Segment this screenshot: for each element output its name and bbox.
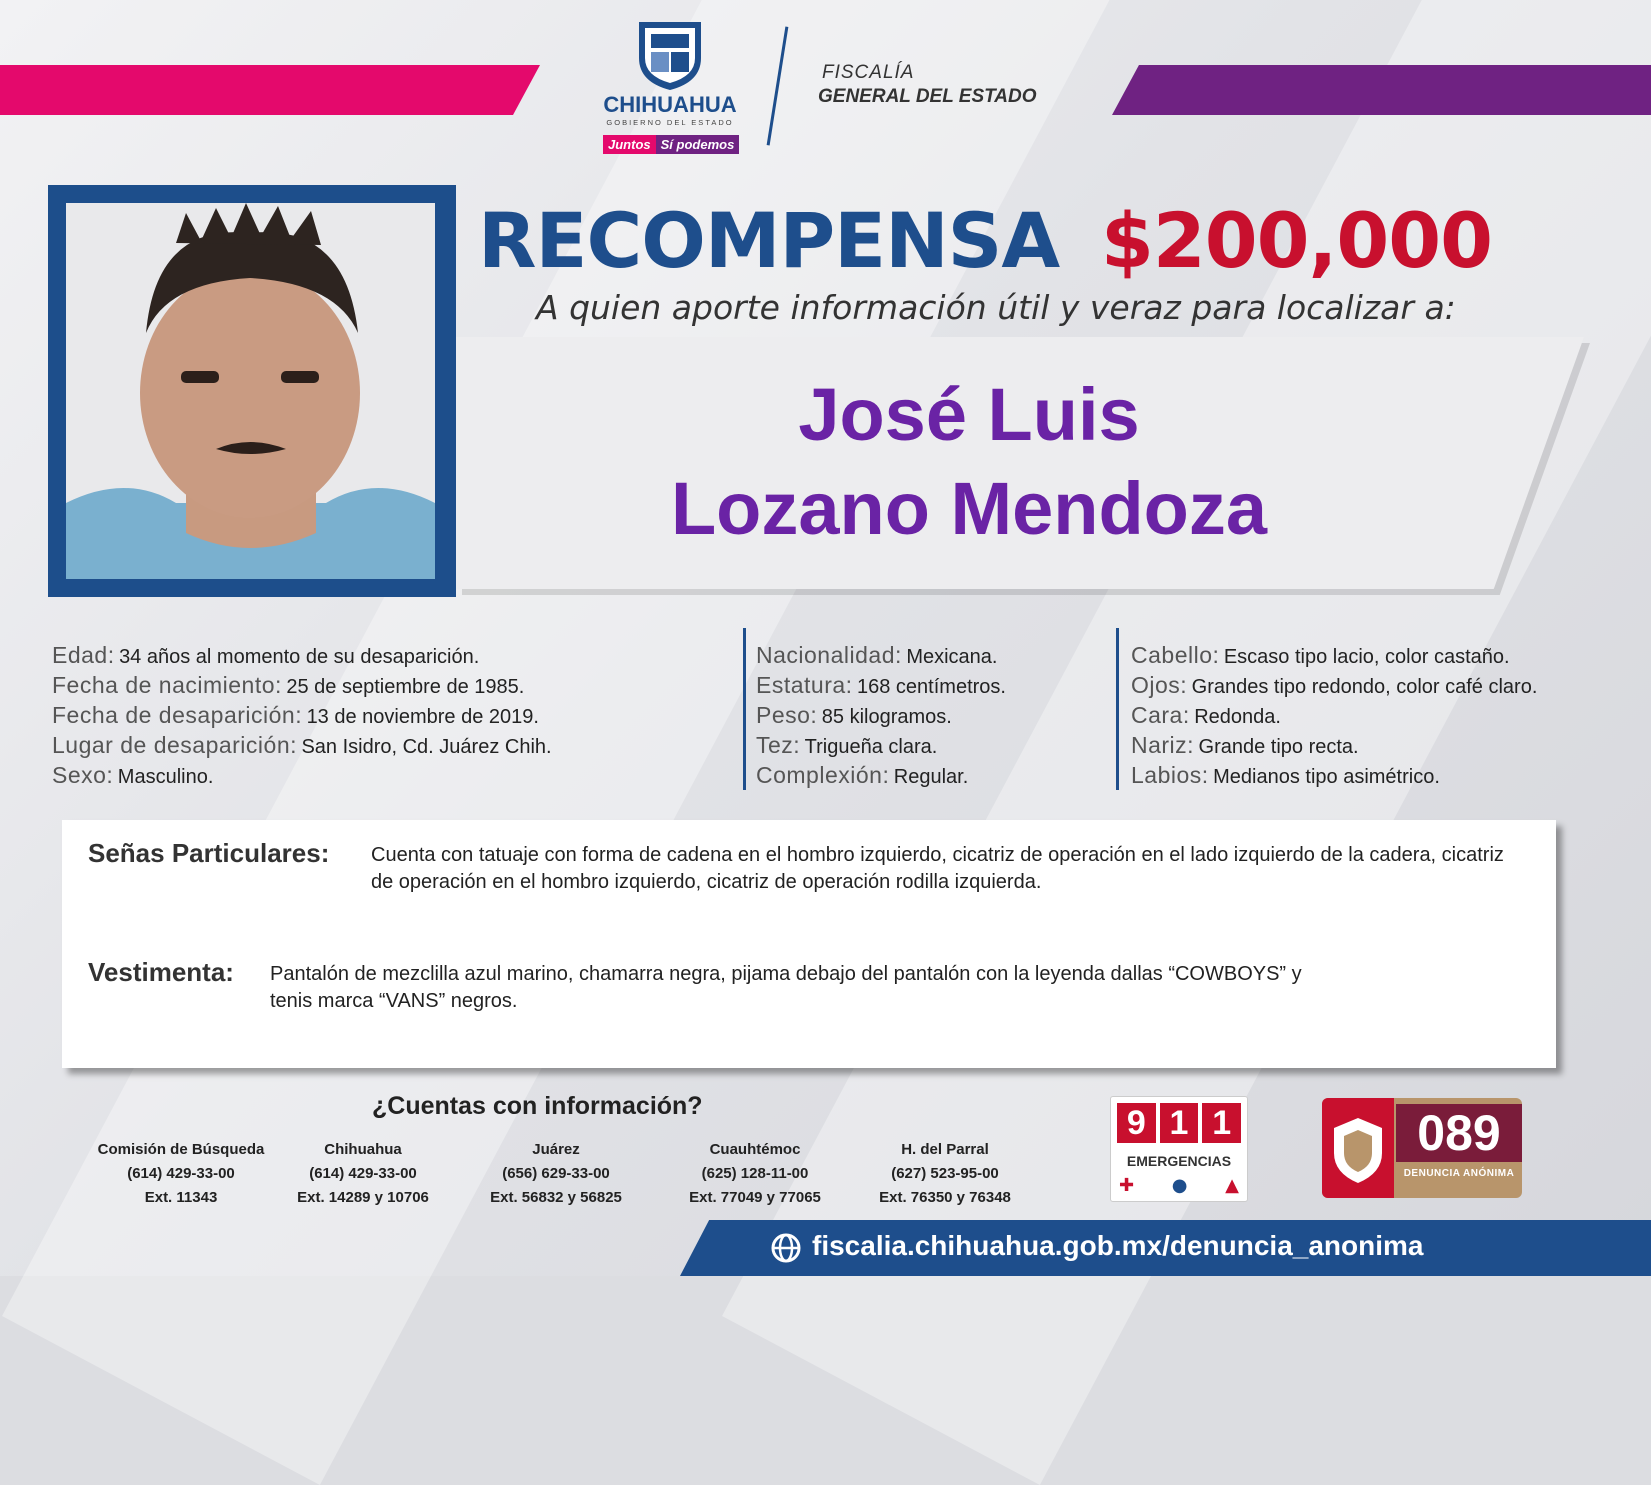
detail-key: Lugar de desaparición: [52,732,297,758]
slogan-part-1: Juntos [603,135,656,154]
detail-key: Fecha de desaparición: [52,702,303,728]
detail-row [52,760,552,790]
details-column-3 [1131,640,1537,790]
contact-phone[interactable]: (625) 128-11-00 [701,1165,809,1182]
detail-value: Grande tipo recta. [1198,736,1359,758]
contact-name: Cuauhtémoc [709,1141,801,1158]
distinguishing-marks-label: Señas Particulares: [88,838,330,868]
clothing-label: Vestimenta: [88,957,234,987]
detail-row [756,640,1006,670]
contact-item [456,1138,656,1210]
digit: 1 [1202,1103,1241,1143]
details-column-2 [756,640,1006,790]
digit: 1 [1160,1103,1199,1143]
digit: 9 [1117,1103,1156,1143]
detail-row [52,700,552,730]
state-shield-icon [633,18,707,92]
detail-value: Mexicana. [906,646,998,668]
header-bar-purple [1112,65,1651,115]
anonymous-number: 089 [1396,1104,1522,1162]
emergency-911-badge [1110,1096,1248,1202]
detail-value: Masculino. [117,766,214,788]
anonymous-report-badge [1322,1098,1522,1198]
contact-item [655,1138,855,1210]
detail-key: Cabello: [1131,642,1220,668]
detail-row [1131,760,1537,790]
contact-item [263,1138,463,1210]
contact-name: Comisión de Búsqueda [97,1141,265,1158]
detail-key: Estatura: [756,672,853,698]
contact-ext: Ext. 77049 y 77065 [689,1189,821,1206]
contact-phone[interactable]: (614) 429-33-00 [309,1165,417,1182]
detail-key: Peso: [756,702,818,728]
person-silhouette-icon [66,203,435,579]
contact-ext: Ext. 11343 [144,1189,218,1206]
contact-item [81,1138,281,1210]
fire-helmet-icon: ▲ [1225,1175,1239,1196]
reward-subtitle: A quien aporte información útil y veraz para localizar a: [536,288,1456,327]
agency-line-2: GENERAL DEL ESTADO [818,86,1037,107]
eagle-shield-icon [1322,1098,1394,1198]
detail-key: Ojos: [1131,672,1188,698]
detail-value: Regular. [893,766,969,788]
red-cross-icon: ✚ [1119,1175,1135,1196]
contact-question: ¿Cuentas con información? [372,1092,703,1120]
details-column-1 [52,640,552,790]
detail-value: Redonda. [1194,706,1281,728]
slogan-part-2: Sí podemos [656,135,740,154]
police-cap-icon: ● [1171,1175,1188,1196]
contact-name: H. del Parral [901,1141,989,1158]
shield-icon [1322,1098,1394,1198]
detail-row [756,730,1006,760]
column-divider [1116,628,1119,790]
detail-value: 168 centímetros. [857,676,1006,698]
contact-phone[interactable]: (656) 629-33-00 [502,1165,610,1182]
detail-value: Trigueña clara. [804,736,938,758]
detail-value: 25 de septiembre de 1985. [286,676,525,698]
detail-row [756,760,1006,790]
detail-row [52,730,552,760]
detail-value: 34 años al momento de su desaparición. [119,646,480,668]
detail-value: Escaso tipo lacio, color castaño. [1223,646,1510,668]
clothing-text: Pantalón de mezclilla azul marino, chamarra negra, pijama debajo del pantalón con la leyenda dallas “COWBOYS” y tenis marca “VANS” negros. [270,963,1302,1012]
globe-icon [770,1232,802,1264]
detail-value: Medianos tipo asimétrico. [1213,766,1440,788]
detail-row [1131,730,1537,760]
column-divider [743,628,746,790]
detail-row [756,700,1006,730]
contact-ext: Ext. 14289 y 10706 [297,1189,429,1206]
contact-ext: Ext. 76350 y 76348 [879,1189,1011,1206]
detail-value: Grandes tipo redondo, color café claro. [1191,676,1538,698]
logo-subtitle: GOBIERNO DEL ESTADO [606,118,734,127]
contact-ext: Ext. 56832 y 56825 [490,1189,622,1206]
detail-value: 85 kilogramos. [821,706,952,728]
footer-url[interactable]: fiscalia.chihuahua.gob.mx/denuncia_anonima [812,1230,1424,1261]
anonymous-label: DENUNCIA ANÓNIMA [1403,1168,1515,1179]
detail-row [1131,640,1537,670]
emergency-digits [1117,1103,1241,1143]
detail-key: Cara: [1131,702,1190,728]
detail-key: Nariz: [1131,732,1195,758]
detail-key: Fecha de nacimiento: [52,672,282,698]
slogan [603,134,743,158]
contact-phone[interactable]: (614) 429-33-00 [127,1165,235,1182]
logo-name: CHIHUAHUA [603,92,737,117]
detail-row [1131,700,1537,730]
reward-amount: $200,000 [1101,196,1493,285]
person-photo [66,203,435,579]
detail-key: Complexión: [756,762,890,788]
detail-value: San Isidro, Cd. Juárez Chih. [301,736,552,758]
detail-row [52,670,552,700]
emergency-icons [1119,1175,1239,1196]
person-first-name: José Luis [798,373,1140,456]
detail-key: Tez: [756,732,801,758]
agency-line-1: FISCALÍA [822,62,915,83]
detail-value: 13 de noviembre de 2019. [306,706,539,728]
detail-key: Sexo: [52,762,114,788]
detail-key: Nacionalidad: [756,642,902,668]
reward-label: RECOMPENSA [478,196,1060,285]
detail-row [756,670,1006,700]
detail-key: Labios: [1131,762,1209,788]
contact-name: Chihuahua [324,1141,402,1158]
contact-name: Juárez [532,1141,580,1158]
detail-row [52,640,552,670]
contact-phone[interactable]: (627) 523-95-00 [891,1165,999,1182]
distinguishing-marks-text: Cuenta con tatuaje con forma de cadena en el hombro izquierdo, cicatriz de operación en el lado izquierdo de la cadera, cicatriz de operación en el hombro izquierdo, cicatriz de operación rodilla izquierda. [371,844,1504,893]
detail-key: Edad: [52,642,115,668]
person-last-name: Lozano Mendoza [670,467,1268,550]
contact-item [845,1138,1045,1210]
emergency-label: EMERGENCIAS [1126,1153,1232,1169]
header-bar-pink [0,65,540,115]
detail-row [1131,670,1537,700]
